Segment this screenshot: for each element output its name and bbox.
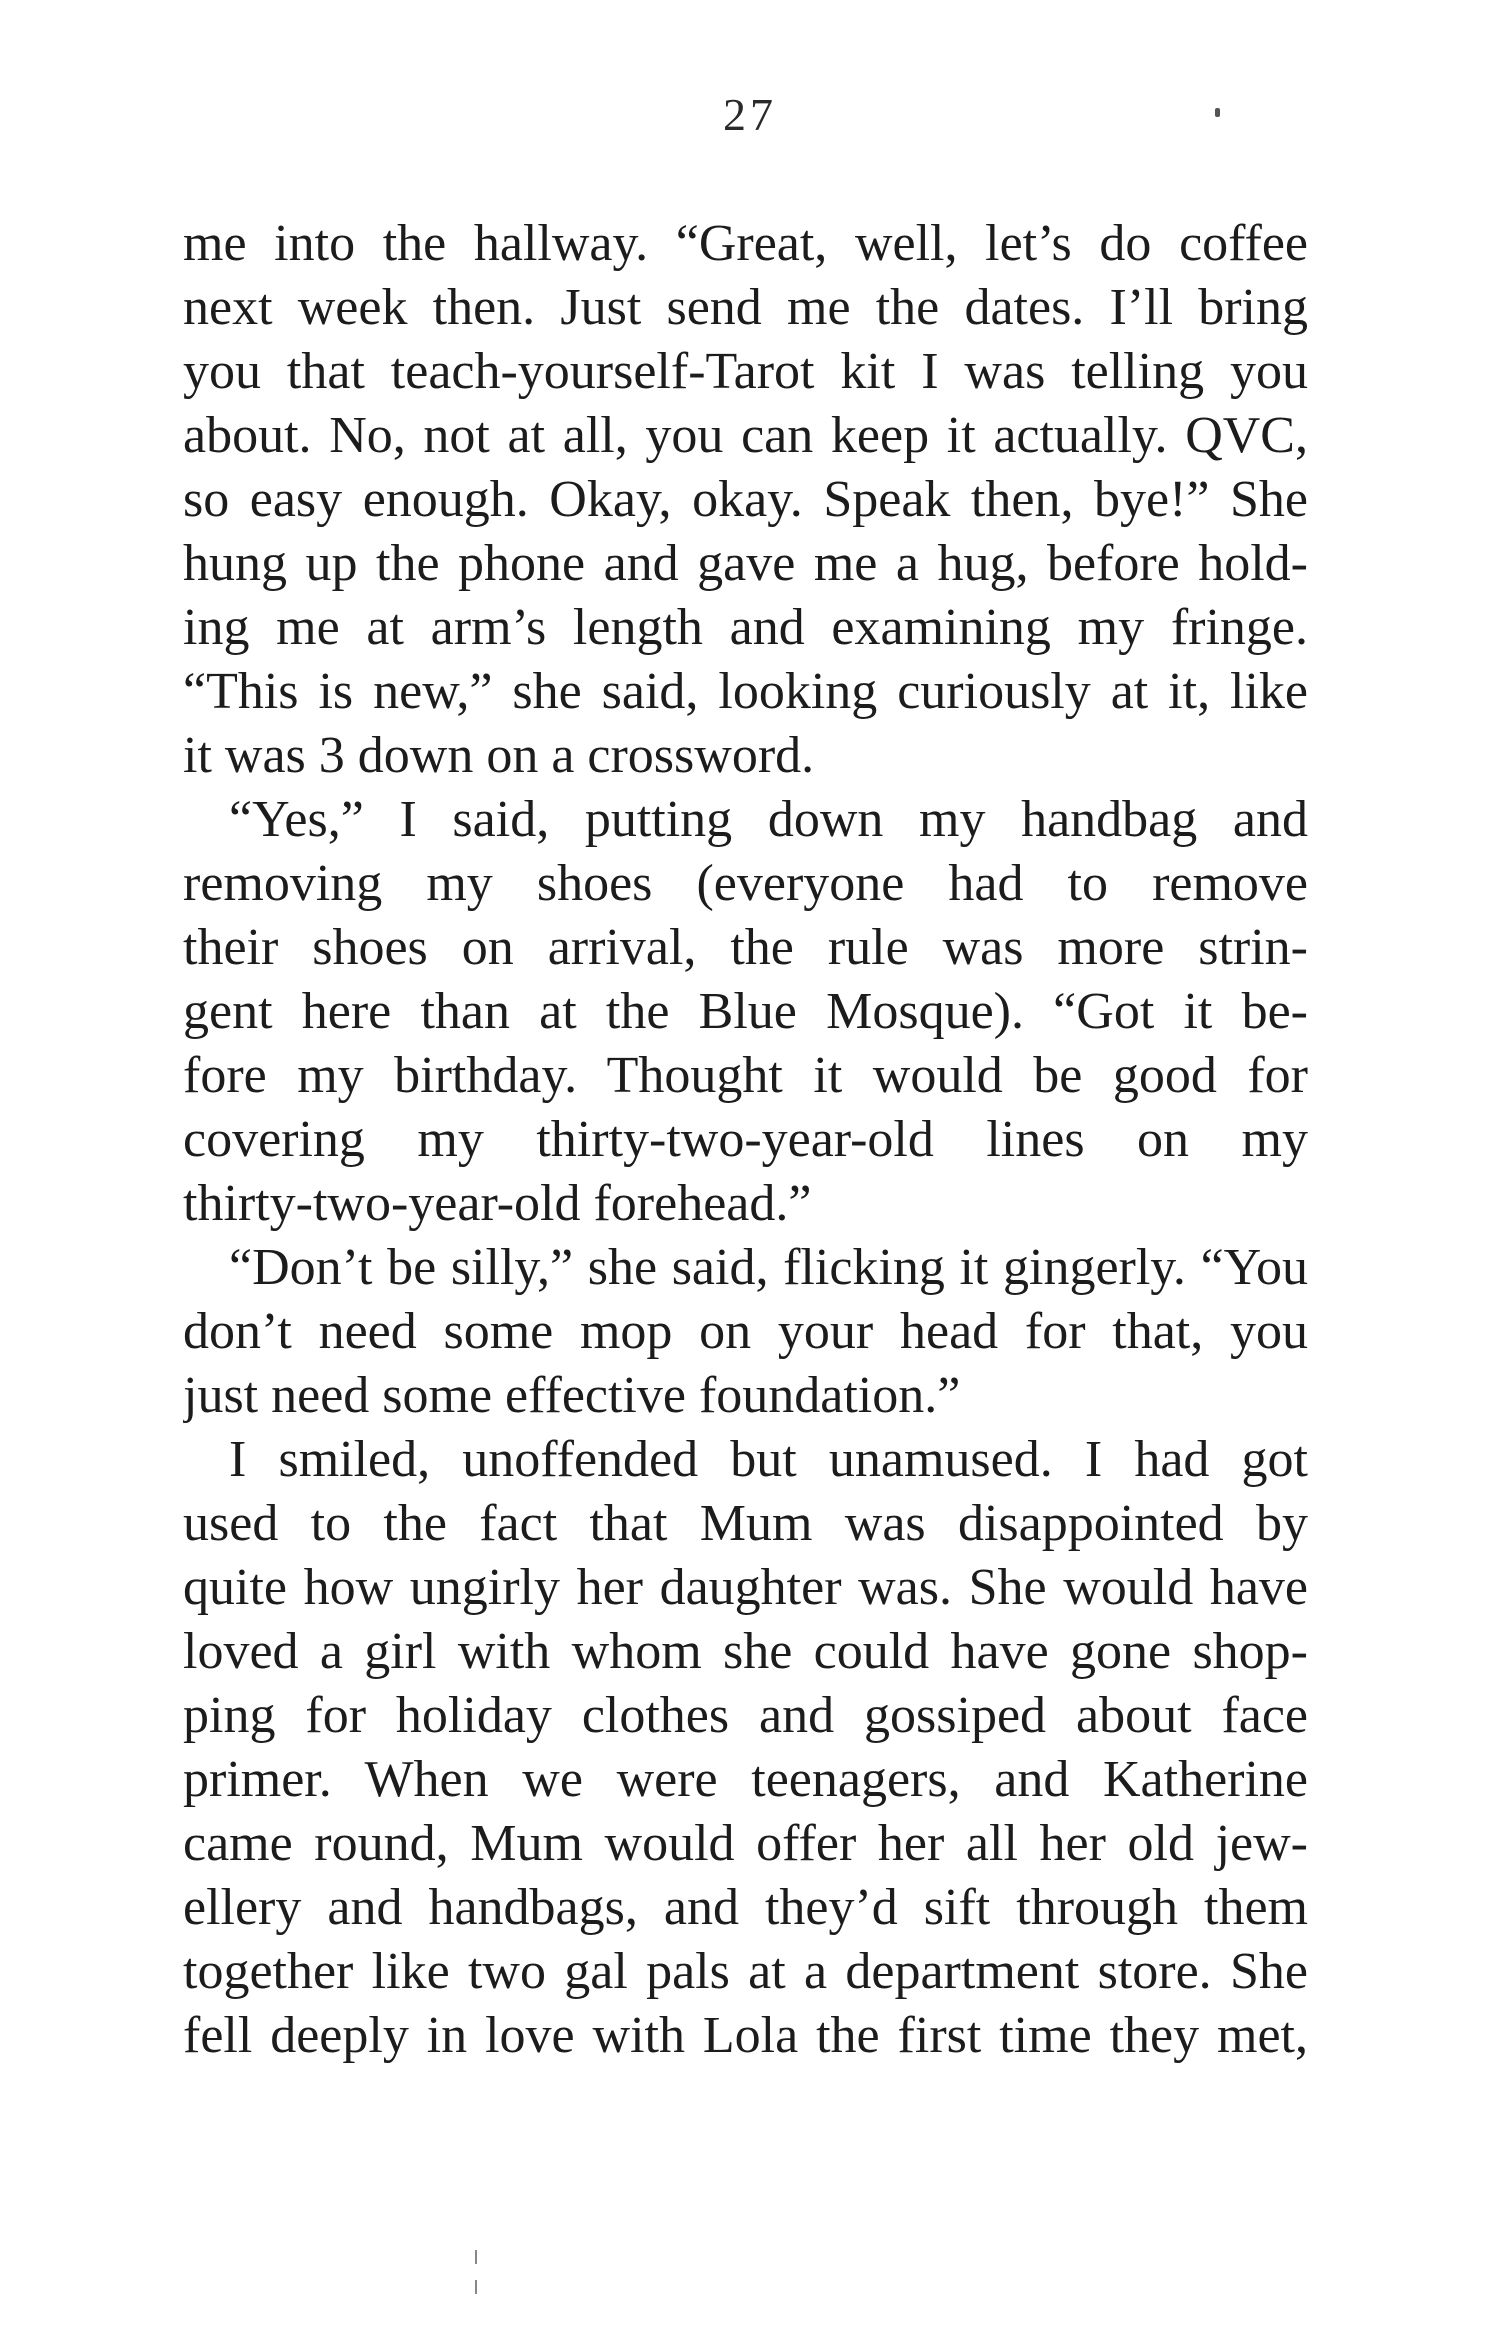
text-line: it was 3 down on a crossword.	[183, 727, 815, 784]
text-line: primer. When we were teenagers, and Katherine	[183, 1751, 1308, 1808]
text-line: don’t need some mop on your head for that, you	[183, 1303, 1308, 1360]
text-line: fore my birthday. Thought it would be good for	[183, 1047, 1308, 1104]
scan-mark	[475, 2250, 477, 2264]
text-line: together like two gal pals at a department store. She	[183, 1943, 1308, 2000]
body-text	[183, 212, 1308, 2068]
text-line: hung up the phone and gave me a hug, before hold-	[183, 535, 1308, 592]
text-line: “This is new,” she said, looking curiously at it, like	[183, 663, 1308, 720]
scan-mark	[475, 2280, 477, 2294]
text-line: I smiled, unoffended but unamused. I had got	[229, 1431, 1308, 1488]
text-line: me into the hallway. “Great, well, let’s do coffee	[183, 215, 1308, 272]
text-line: ing me at arm’s length and examining my fringe.	[183, 599, 1308, 656]
text-line: covering my thirty-two-year-old lines on my	[183, 1111, 1308, 1168]
text-line: just need some effective foundation.”	[183, 1367, 961, 1424]
text-line: ping for holiday clothes and gossiped about face	[183, 1687, 1308, 1744]
text-line: “Don’t be silly,” she said, flicking it gingerly. “You	[229, 1239, 1308, 1296]
text-line: fell deeply in love with Lola the first time they met,	[183, 2007, 1308, 2064]
scan-speck	[1215, 108, 1220, 117]
text-line: “Yes,” I said, putting down my handbag and	[229, 791, 1308, 848]
text-line: gent here than at the Blue Mosque). “Got it be-	[183, 983, 1308, 1040]
text-line: their shoes on arrival, the rule was more strin-	[183, 919, 1308, 976]
text-line: next week then. Just send me the dates. I’ll bring	[183, 279, 1308, 336]
text-line: quite how ungirly her daughter was. She would have	[183, 1559, 1308, 1616]
text-line: ellery and handbags, and they’d sift through them	[183, 1879, 1308, 1936]
text-line: removing my shoes (everyone had to remove	[183, 855, 1308, 912]
page-number: 27	[723, 89, 777, 140]
text-line: about. No, not at all, you can keep it actually. QVC,	[183, 407, 1308, 464]
text-line: used to the fact that Mum was disappointed by	[183, 1495, 1308, 1552]
text-line: loved a girl with whom she could have gone shop-	[183, 1623, 1308, 1680]
text-line: you that teach-yourself-Tarot kit I was telling you	[183, 343, 1308, 400]
text-line: thirty-two-year-old forehead.”	[183, 1175, 812, 1232]
text-line: came round, Mum would offer her all her old jew-	[183, 1815, 1308, 1872]
text-line: so easy enough. Okay, okay. Speak then, bye!” She	[183, 471, 1308, 528]
